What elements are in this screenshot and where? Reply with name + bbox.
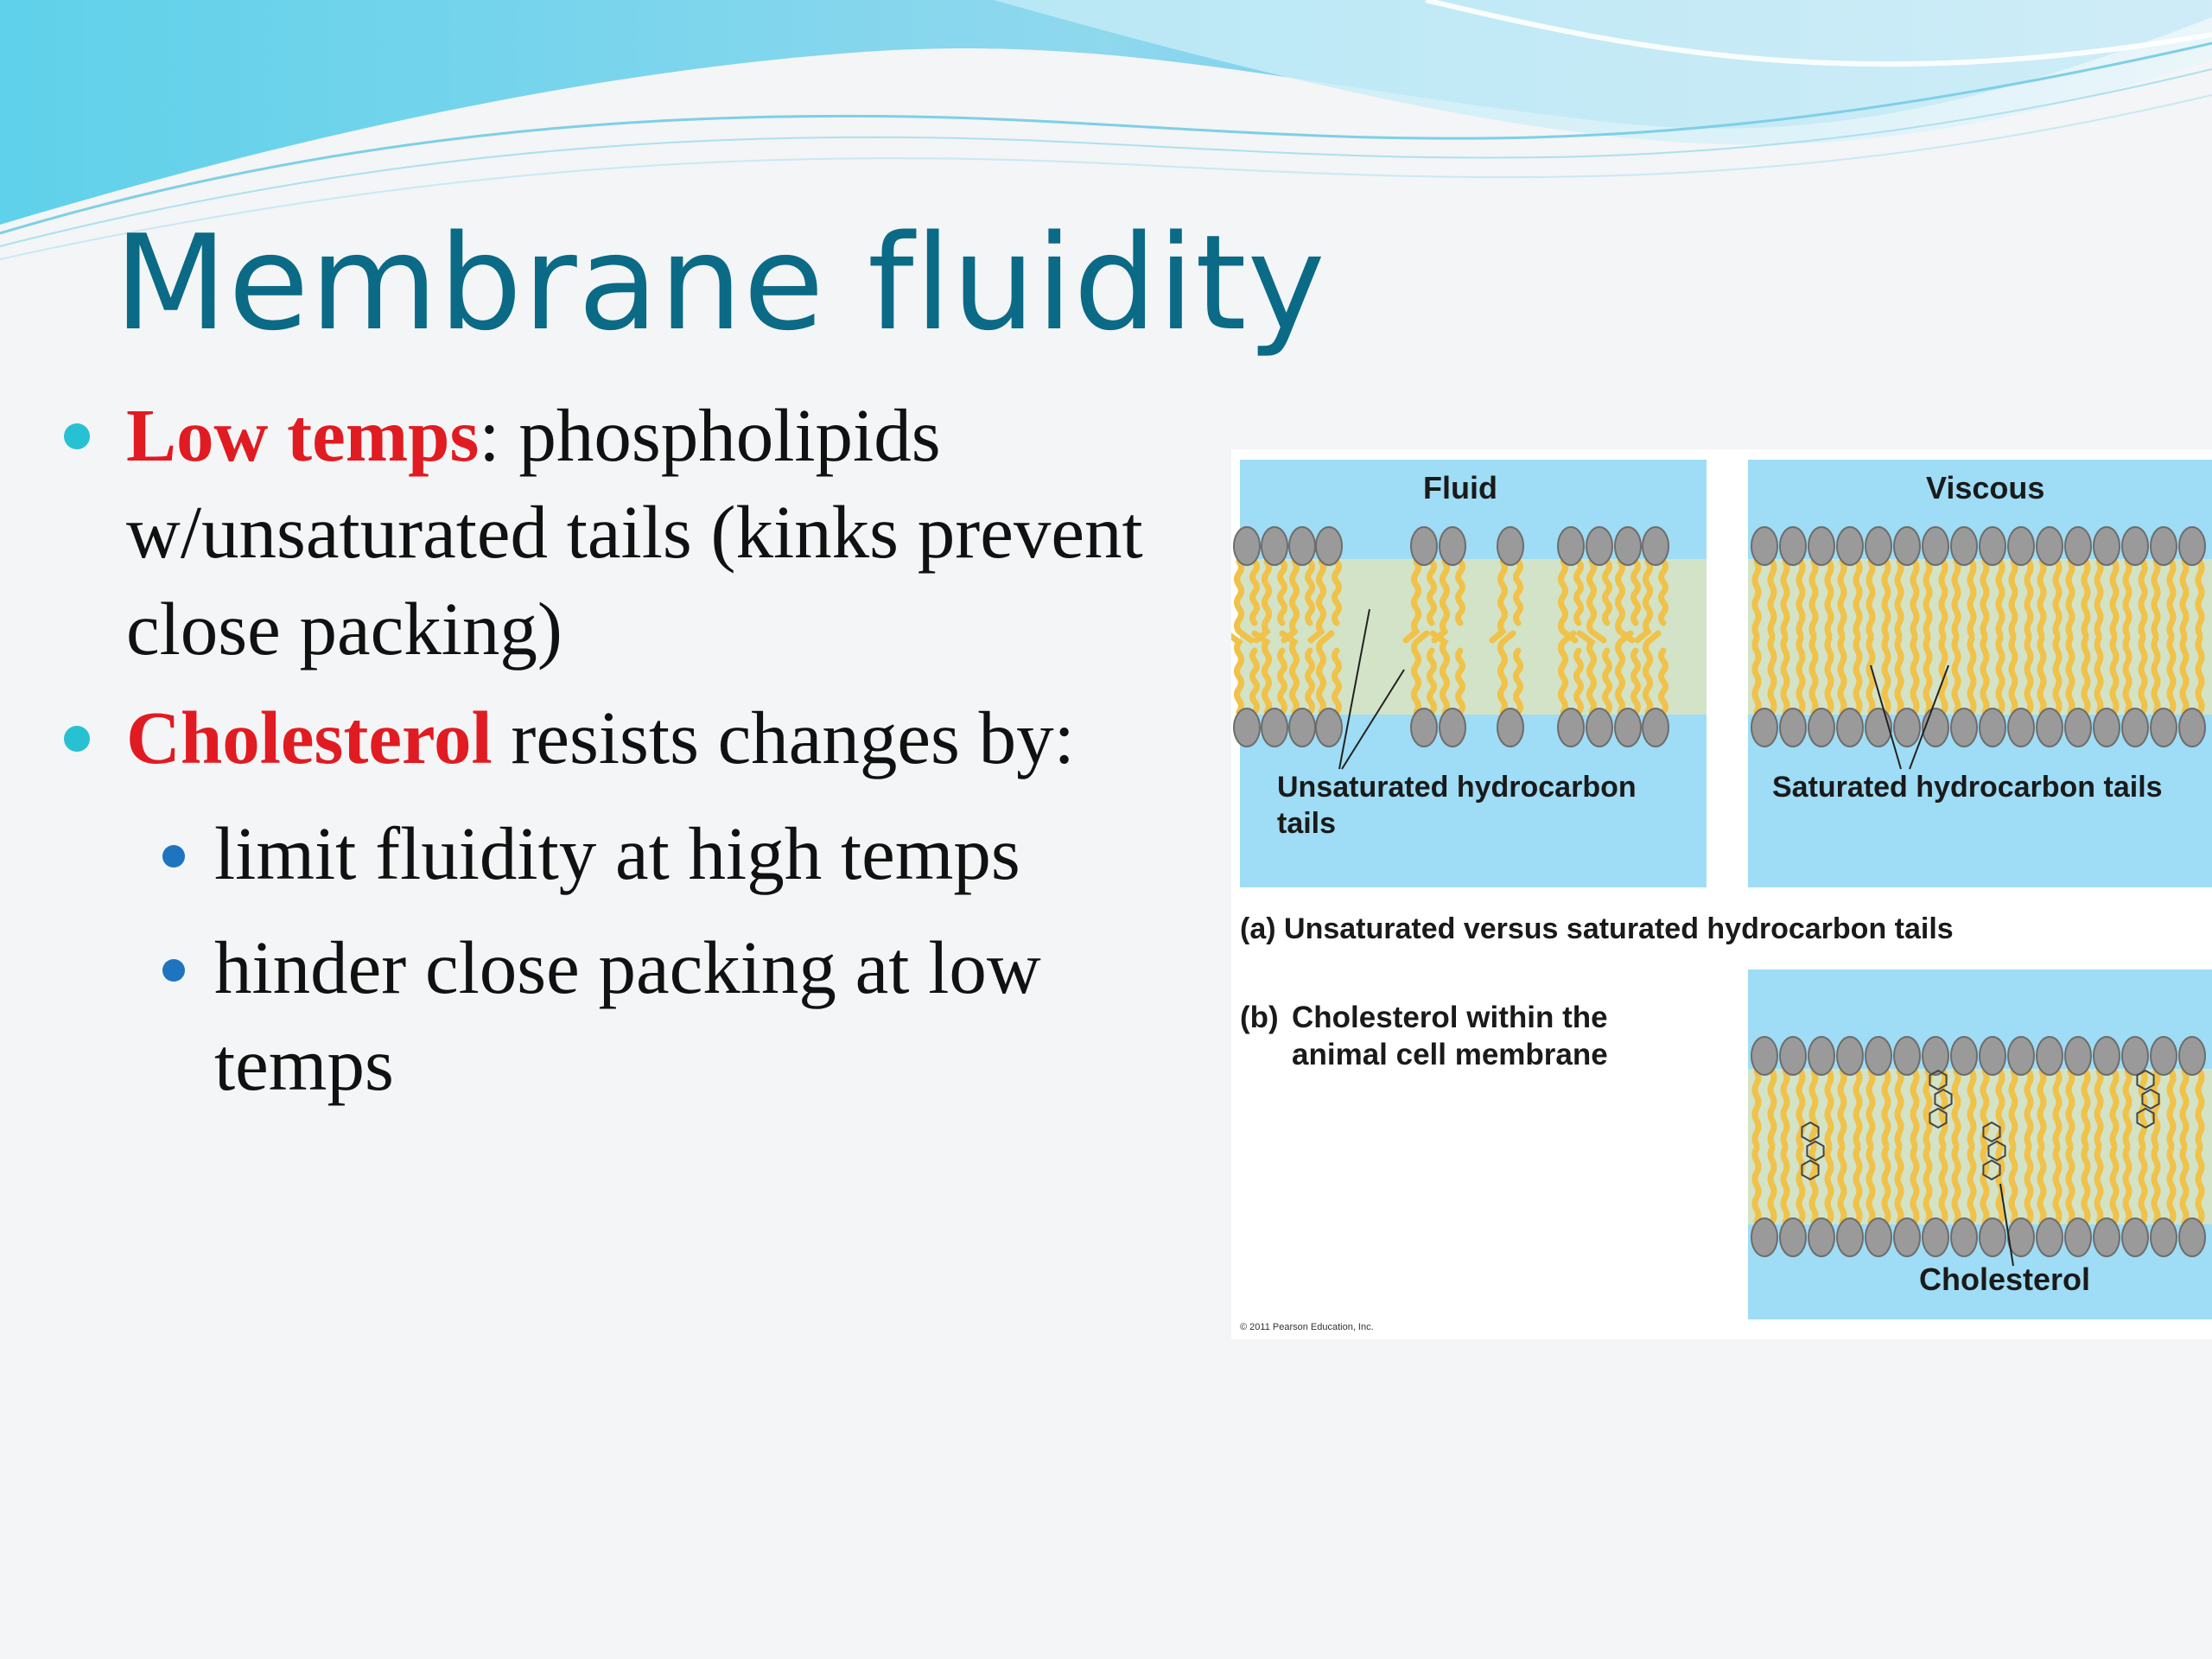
phospholipid-head <box>2179 1218 2205 1256</box>
phospholipid-head <box>1780 1037 1806 1075</box>
bullet-text: resists changes by: <box>492 696 1075 779</box>
hydrocarbon-tail <box>2170 639 2173 712</box>
hydrocarbon-tail <box>1942 1148 1945 1222</box>
hydrocarbon-tail <box>1812 562 1815 635</box>
hydrocarbon-tail <box>2154 562 2158 635</box>
hydrocarbon-tail <box>1926 1071 1929 1145</box>
hydrocarbon-tail <box>1308 562 1313 623</box>
phospholipid-head <box>2094 709 2120 747</box>
hydrocarbon-tail <box>2113 1148 2116 1222</box>
caption-a-text: Unsaturated versus saturated hydrocarbon tails <box>1284 912 1954 945</box>
hydrocarbon-tail <box>1783 1071 1787 1145</box>
phospholipid-head <box>2151 709 2177 747</box>
hydrocarbon-tail <box>1335 651 1339 712</box>
phospholipid-head <box>2037 1218 2063 1256</box>
phospholipid-head <box>2122 1037 2148 1075</box>
hydrocarbon-tail <box>1869 1148 1872 1222</box>
phospholipid-head <box>2151 527 2177 565</box>
hydrocarbon-tail <box>1913 1071 1916 1145</box>
phospholipid-head <box>1497 709 1523 747</box>
phospholipid-head <box>1262 709 1287 747</box>
caption-b-text: Cholesterol within the animal cell membrane <box>1292 1001 1608 1071</box>
phospholipid-head <box>2008 1218 2034 1256</box>
phospholipid-head <box>1780 709 1806 747</box>
phospholipid-head <box>1586 527 1612 565</box>
hydrocarbon-tail <box>1755 1071 1758 1145</box>
hydrocarbon-tail <box>2012 1148 2015 1222</box>
label-cholesterol: Cholesterol <box>1919 1262 2091 1297</box>
hydrocarbon-tail <box>1634 651 1638 712</box>
hydrocarbon-tail <box>2198 1148 2202 1222</box>
phospholipid-head <box>1751 527 1777 565</box>
phospholipid-head <box>1316 527 1342 565</box>
hydrocarbon-tail <box>1783 562 1787 635</box>
hydrocarbon-tail <box>1885 1071 1888 1145</box>
hydrocarbon-tail <box>1840 639 1844 712</box>
hydrocarbon-tail <box>1812 1071 1815 1145</box>
phospholipid-head <box>1643 527 1669 565</box>
hydrocarbon-tail <box>2084 639 2088 712</box>
hydrocarbon-tail <box>2126 1148 2129 1222</box>
hydrocarbon-tail <box>1755 1148 1758 1222</box>
hydrocarbon-tail <box>1926 1148 1929 1222</box>
bullet-cholesterol <box>126 690 1267 786</box>
hydrocarbon-tail <box>1856 1148 1859 1222</box>
hydrocarbon-tail <box>1897 639 1901 712</box>
phospholipid-head <box>1894 527 1920 565</box>
hydrocarbon-tail <box>2198 1071 2202 1145</box>
phospholipid-head <box>1866 527 1891 565</box>
phospholipid-head <box>1923 527 1948 565</box>
hydrocarbon-tail <box>1970 639 1974 712</box>
hydrocarbon-tail <box>1999 639 2002 712</box>
hydrocarbon-tail <box>1335 562 1339 623</box>
phospholipid-head <box>1411 709 1437 747</box>
phospholipid-head <box>1980 1218 2005 1256</box>
hydrocarbon-tail <box>2027 1148 2031 1222</box>
phospholipid-head <box>2151 1037 2177 1075</box>
hydrocarbon-tail <box>1970 1071 1974 1145</box>
hydrocarbon-tail <box>2154 1148 2158 1222</box>
phospholipid-head <box>1837 709 1863 747</box>
hydrocarbon-tail <box>1869 562 1872 635</box>
hydrocarbon-tail <box>1897 1148 1901 1222</box>
hydrocarbon-tail <box>2040 1148 2044 1222</box>
slide-title: Membrane fluidity <box>114 207 1326 359</box>
hydrocarbon-tail <box>1897 1071 1901 1145</box>
phospholipid-head <box>2008 527 2034 565</box>
label-saturated-tails: Saturated hydrocarbon tails <box>1772 771 2163 804</box>
phospholipid-head <box>2179 709 2205 747</box>
phospholipid-head <box>1558 527 1584 565</box>
panel-viscous-membrane <box>1748 460 2212 887</box>
hydrocarbon-tail <box>1897 562 1901 635</box>
sub-bullet-dot-icon <box>162 959 185 982</box>
hydrocarbon-tail <box>1783 1148 1787 1222</box>
hydrocarbon-tail <box>2198 562 2202 635</box>
phospholipid-head <box>2122 709 2148 747</box>
hydrocarbon-tail <box>1799 639 1802 712</box>
hydrocarbon-tail <box>2154 639 2158 712</box>
hydrocarbon-tail <box>1253 651 1257 712</box>
hydrocarbon-tail <box>1812 639 1815 712</box>
hydrocarbon-tail <box>1281 651 1285 712</box>
hydrocarbon-tail <box>2069 562 2072 635</box>
hydrocarbon-tail <box>2040 639 2044 712</box>
bullet-low-temps <box>126 387 1206 677</box>
bullet-highlight: Low temps <box>126 393 480 477</box>
phospholipid-head <box>2179 1037 2205 1075</box>
phospholipid-head <box>1558 709 1584 747</box>
hydrocarbon-tail <box>1827 639 1831 712</box>
hydrocarbon-tail <box>1281 562 1285 623</box>
hydrocarbon-tail <box>2113 1071 2116 1145</box>
phospholipid-head <box>2065 1037 2091 1075</box>
hydrocarbon-tail <box>2069 1148 2072 1222</box>
hydrocarbon-tail <box>1983 562 1986 635</box>
hydrocarbon-tail <box>1955 562 1958 635</box>
phospholipid-head <box>1751 1037 1777 1075</box>
hydrocarbon-tail <box>1308 651 1313 712</box>
phospholipid-head <box>1951 709 1977 747</box>
bullet-text: : phospholipids w/unsaturated tails (kinks prevent close packing) <box>126 393 1143 671</box>
hydrocarbon-tail <box>1662 651 1666 712</box>
phospholipid-head <box>1837 527 1863 565</box>
hydrocarbon-tail <box>1885 639 1888 712</box>
phospholipid-head <box>1615 709 1641 747</box>
hydrocarbon-tail <box>1755 639 1758 712</box>
phospholipid-head <box>1808 709 1834 747</box>
hydrocarbon-tail <box>1577 562 1581 623</box>
phospholipid-head <box>2065 709 2091 747</box>
hydrocarbon-tail <box>1755 562 1758 635</box>
hydrocarbon-tail <box>2012 562 2015 635</box>
phospholipid-head <box>1980 527 2005 565</box>
hydrocarbon-tail <box>1827 562 1831 635</box>
phospholipid-head <box>1837 1218 1863 1256</box>
phospholipid-head <box>1980 709 2005 747</box>
phospholipid-head <box>1316 709 1342 747</box>
hydrocarbon-tail <box>2141 1148 2145 1222</box>
sub-bullet-high-temps <box>214 805 1020 902</box>
hydrocarbon-tail <box>2027 639 2031 712</box>
phospholipid-head <box>1837 1037 1863 1075</box>
hydrocarbon-tail <box>1770 562 1774 635</box>
phospholipid-head <box>2008 1037 2034 1075</box>
hydrocarbon-tail <box>2141 639 2145 712</box>
phospholipid-head <box>1866 1037 1891 1075</box>
hydrocarbon-tail <box>1840 562 1844 635</box>
phospholipid-head <box>1951 1218 1977 1256</box>
hydrocarbon-tail <box>1856 562 1859 635</box>
hydrocarbon-tail <box>2069 639 2072 712</box>
hydrocarbon-tail <box>2126 562 2129 635</box>
phospholipid-head <box>1234 527 1260 565</box>
hydrocarbon-tail <box>1577 651 1581 712</box>
phospholipid-head <box>2094 1218 2120 1256</box>
hydrocarbon-tail <box>1926 639 1929 712</box>
phospholipid-head <box>1980 1037 2005 1075</box>
phospholipid-head <box>1894 1218 1920 1256</box>
hydrocarbon-tail <box>2170 1071 2173 1145</box>
hydrocarbon-tail <box>1634 562 1638 623</box>
phospholipid-head <box>2122 1218 2148 1256</box>
hydrocarbon-tail <box>1459 651 1463 712</box>
hydrocarbon-tail <box>2126 1071 2129 1145</box>
bullet-dot-icon <box>64 423 90 449</box>
hydrocarbon-tail <box>2126 639 2129 712</box>
caption-b <box>1240 999 1707 1073</box>
hydrocarbon-tail <box>2183 639 2186 712</box>
phospholipid-head <box>1866 1218 1891 1256</box>
hydrocarbon-tail <box>2056 1148 2059 1222</box>
phospholipid-head <box>1751 709 1777 747</box>
hydrocarbon-tail <box>1999 562 2002 635</box>
hydrocarbon-tail <box>1231 633 1242 712</box>
phospholipid-head <box>1615 527 1641 565</box>
phospholipid-head <box>2179 527 2205 565</box>
phospholipid-head <box>1289 709 1315 747</box>
hydrocarbon-tail <box>2056 1071 2059 1145</box>
hydrocarbon-tail <box>1827 1071 1831 1145</box>
hydrocarbon-tail <box>2141 562 2145 635</box>
phospholipid-head <box>2037 1037 2063 1075</box>
hydrocarbon-tail <box>2027 562 2031 635</box>
hydrocarbon-tail <box>2084 1071 2088 1145</box>
sub-bullet-low-temps <box>214 919 1199 1113</box>
hydrocarbon-tail <box>1885 562 1888 635</box>
label-unsaturated-tails: Unsaturated hydrocarbon tails <box>1277 771 1637 840</box>
hydrocarbon-tail <box>1770 639 1774 712</box>
hydrocarbon-tail <box>2154 1071 2158 1145</box>
hydrocarbon-tail <box>1840 1148 1844 1222</box>
hydrocarbon-tail <box>2056 639 2059 712</box>
hydrocarbon-tail <box>1605 562 1610 623</box>
caption-b-letter: (b) <box>1240 1001 1279 1034</box>
hydrocarbon-tail <box>1783 639 1787 712</box>
phospholipid-head <box>1808 1218 1834 1256</box>
hydrocarbon-tail <box>1770 1148 1774 1222</box>
phospholipid-head <box>2037 709 2063 747</box>
caption-a-letter: (a) <box>1240 912 1276 945</box>
phospholipid-head <box>1894 1037 1920 1075</box>
phospholipid-head <box>1951 1037 1977 1075</box>
phospholipid-head <box>2122 527 2148 565</box>
phospholipid-head <box>1923 1037 1948 1075</box>
hydrocarbon-tail <box>1516 651 1521 712</box>
phospholipid-head <box>2037 527 2063 565</box>
hydrocarbon-tail <box>2097 562 2101 635</box>
hydrocarbon-tail <box>2170 1148 2173 1222</box>
hydrocarbon-tail <box>1856 1071 1859 1145</box>
phospholipid-head <box>1262 527 1287 565</box>
phospholipid-head <box>1866 709 1891 747</box>
hydrocarbon-tail <box>1970 1148 1974 1222</box>
phospholipid-head <box>1440 709 1465 747</box>
hydrocarbon-tail <box>2040 1071 2044 1145</box>
hydrocarbon-tail <box>1856 639 1859 712</box>
hydrocarbon-tail <box>1662 562 1666 623</box>
phospholipid-head <box>1234 709 1260 747</box>
hydrocarbon-tail <box>1799 1148 1802 1222</box>
hydrocarbon-tail <box>2012 1071 2015 1145</box>
phospholipid-head <box>1780 1218 1806 1256</box>
hydrocarbon-tail <box>1605 651 1610 712</box>
hydrocarbon-tail <box>1983 1148 1986 1222</box>
hydrocarbon-tail <box>1459 562 1463 623</box>
hydrocarbon-tail <box>2069 1071 2072 1145</box>
hydrocarbon-tail <box>2183 562 2186 635</box>
hydrocarbon-tail <box>1913 1148 1916 1222</box>
phospholipid-head <box>2151 1218 2177 1256</box>
hydrocarbon-tail <box>2141 1071 2145 1145</box>
hydrocarbon-tail <box>2183 1148 2186 1222</box>
panel-viscous-title: Viscous <box>1926 470 2045 505</box>
hydrocarbon-tail <box>1799 562 1802 635</box>
hydrocarbon-tail <box>2183 1071 2186 1145</box>
sub-bullet-text: hinder close packing at low temps <box>214 925 1041 1106</box>
hydrocarbon-tail <box>2012 639 2015 712</box>
hydrocarbon-tail <box>1955 1148 1958 1222</box>
phospholipid-head <box>2065 1218 2091 1256</box>
hydrocarbon-tail <box>1885 1148 1888 1222</box>
hydrocarbon-tail <box>1253 562 1257 623</box>
phospholipid-head <box>1808 527 1834 565</box>
hydrocarbon-tail <box>2097 639 2101 712</box>
phospholipid-head <box>1780 527 1806 565</box>
hydrocarbon-tail <box>2027 1071 2031 1145</box>
caption-a <box>1240 911 1954 948</box>
membrane-illustration <box>1231 449 2212 1339</box>
phospholipid-head <box>1289 527 1315 565</box>
phospholipid-head <box>1586 709 1612 747</box>
bullet-dot-icon <box>64 726 90 752</box>
hydrocarbon-tail <box>1869 1071 1872 1145</box>
phospholipid-head <box>1411 527 1437 565</box>
hydrocarbon-tail <box>1430 562 1434 623</box>
hydrocarbon-tail <box>1869 639 1872 712</box>
hydrocarbon-tail <box>2113 562 2116 635</box>
hydrocarbon-tail <box>1840 1071 1844 1145</box>
panel-fluid-title: Fluid <box>1423 470 1497 505</box>
hydrocarbon-tail <box>2097 1148 2101 1222</box>
hydrocarbon-tail <box>1516 562 1521 623</box>
hydrocarbon-tail <box>1913 562 1916 635</box>
hydrocarbon-tail <box>2113 639 2116 712</box>
phospholipid-head <box>1751 1218 1777 1256</box>
phospholipid-head <box>1894 709 1920 747</box>
phospholipid-head <box>1808 1037 1834 1075</box>
hydrocarbon-tail <box>1926 562 1929 635</box>
phospholipid-head <box>2065 527 2091 565</box>
hydrocarbon-tail <box>1983 639 1986 712</box>
hydrocarbon-tail <box>2084 562 2088 635</box>
sub-bullet-text: limit fluidity at high temps <box>214 811 1020 895</box>
hydrocarbon-tail <box>1430 651 1434 712</box>
hydrocarbon-tail <box>1955 1071 1958 1145</box>
hydrocarbon-tail <box>2097 1071 2101 1145</box>
phospholipid-head <box>1440 527 1465 565</box>
phospholipid-head <box>2008 709 2034 747</box>
phospholipid-head <box>2094 1037 2120 1075</box>
membrane-figure <box>1231 449 2212 1339</box>
hydrocarbon-tail <box>2056 562 2059 635</box>
phospholipid-head <box>1923 1218 1948 1256</box>
hydrocarbon-tail <box>1827 1148 1831 1222</box>
hydrocarbon-tail <box>1970 562 1974 635</box>
hydrocarbon-tail <box>2170 562 2173 635</box>
hydrocarbon-tail <box>1770 1071 1774 1145</box>
figure-copyright: © 2011 Pearson Education, Inc. <box>1240 1322 1374 1332</box>
hydrocarbon-tail <box>1955 639 1958 712</box>
phospholipid-head <box>1497 527 1523 565</box>
phospholipid-head <box>1923 709 1948 747</box>
phospholipid-head <box>2094 527 2120 565</box>
hydrocarbon-tail <box>2084 1148 2088 1222</box>
phospholipid-head <box>1643 709 1669 747</box>
hydrocarbon-tail <box>2040 562 2044 635</box>
hydrocarbon-tail <box>1913 639 1916 712</box>
hydrocarbon-tail <box>1942 562 1945 635</box>
bullet-highlight: Cholesterol <box>126 696 493 779</box>
sub-bullet-dot-icon <box>162 845 185 868</box>
hydrocarbon-tail <box>2198 639 2202 712</box>
phospholipid-head <box>1951 527 1977 565</box>
